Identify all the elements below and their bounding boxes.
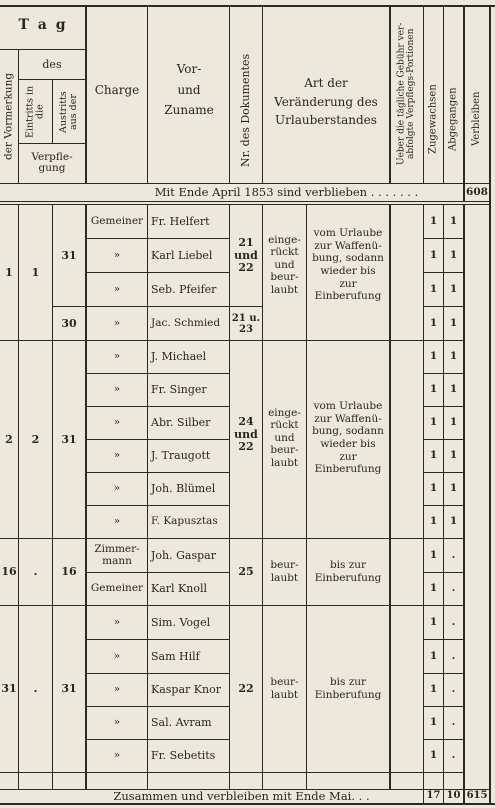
row-charge: » [113, 248, 121, 261]
row-name: Fr. Helfert [151, 214, 210, 228]
row-charge: » [113, 482, 121, 495]
row-zugewachsen: 1 [429, 548, 438, 561]
body-rule-389 [389, 205, 391, 790]
header-art-der-veraenderung: Art der Veränderung des Urlauberstandes [274, 76, 378, 128]
body-rule-463 [463, 205, 465, 803]
row-charge: » [113, 316, 121, 329]
g3-vormerkung: 16 [1, 565, 17, 579]
row-abgegangen: . [451, 716, 456, 729]
g4-dokument: 22 [238, 682, 254, 696]
row-zugewachsen: 1 [429, 248, 438, 261]
header-verpflegung: Verpfle-gung [31, 150, 73, 174]
g4-eintritt: . [33, 682, 38, 696]
row-name: Sam Hilf [151, 649, 200, 663]
row-name: Fr. Singer [151, 383, 207, 397]
row-rule-17 [0, 772, 463, 773]
row-charge: Zimmer-mann [94, 543, 140, 567]
g4-austritt: 31 [61, 682, 77, 696]
row-abgegangen: 1 [449, 383, 458, 396]
frame-bottom [0, 803, 495, 805]
g3-austritt: 16 [61, 565, 77, 579]
row-name: Sal. Avram [151, 716, 212, 730]
row-abgegangen: . [451, 649, 456, 662]
rule-under-tag [0, 49, 86, 50]
row-charge: » [113, 383, 121, 396]
header-tag: T a g [18, 16, 68, 33]
g1-vormerkung: 1 [5, 265, 13, 279]
row-charge: » [113, 449, 121, 462]
g2-art-b: vom Urlaube zur Waffenü-bung, sodann wieder bis zur Einberufung [312, 400, 384, 476]
row-charge: Gemeiner [90, 214, 144, 227]
g1-dokument-a: 21 und 22 [234, 236, 258, 275]
g4-vormerkung: 31 [1, 682, 17, 696]
row-abgegangen: 1 [449, 482, 458, 495]
summary-april-dots: . . . . . . . [370, 185, 419, 200]
header-der-vormerkung: der Vormerkung [2, 72, 15, 160]
row-zugewachsen: 1 [429, 282, 438, 295]
footer-abgegangen: 10 [446, 790, 461, 802]
row-zugewachsen: 1 [429, 749, 438, 762]
row-zugewachsen: 1 [429, 449, 438, 462]
summary-april-label: Mit Ende April 1853 sind verblieben [154, 185, 368, 200]
row-charge: » [113, 615, 121, 628]
row-zugewachsen: 1 [429, 683, 438, 696]
g2-austritt: 31 [61, 432, 77, 446]
row-name: Abr. Silber [151, 416, 211, 430]
row-name: J. Traugott [151, 449, 211, 463]
g3-eintritt: . [33, 565, 38, 579]
header-des: des [42, 58, 62, 72]
header-abgegangen: Abgegangen [447, 87, 459, 151]
row-charge: » [113, 515, 121, 528]
row-abgegangen: . [451, 749, 456, 762]
header-zugewachsen: Zugewachsen [427, 84, 439, 154]
row-name: J. Michael [151, 350, 207, 364]
row-abgegangen: 1 [449, 449, 458, 462]
row-zugewachsen: 1 [429, 350, 438, 363]
header-charge: Charge [94, 82, 140, 97]
row-zugewachsen: 1 [429, 615, 438, 628]
row-name: Karl Knoll [151, 582, 208, 596]
row-zugewachsen: 1 [429, 482, 438, 495]
g1-austritt-a: 31 [61, 248, 77, 262]
g2-dokument: 24 und 22 [234, 415, 258, 454]
row-abgegangen: . [451, 615, 456, 628]
g1-eintritt: 1 [31, 265, 40, 279]
row-zugewachsen: 1 [429, 383, 438, 396]
header-verbleiben: Verbleiben [470, 91, 482, 147]
row-zugewachsen: 1 [429, 214, 438, 227]
body-rule-147 [147, 205, 148, 790]
g2-eintritt: 2 [31, 432, 40, 446]
header-nr-dokumentes: Nr. des Dokumentes [239, 53, 253, 167]
row-abgegangen: 1 [449, 248, 458, 261]
row-name: Karl Liebel [151, 248, 213, 262]
row-name: Fr. Sebetits [151, 749, 216, 763]
header-vor-und-zuname: Vor- und Zuname [164, 62, 214, 118]
rule-under-eintritt [18, 143, 86, 144]
row-abgegangen: 1 [449, 515, 458, 528]
footer-verbleiben: 615 [466, 790, 488, 802]
row-charge: Gemeiner [90, 582, 144, 595]
footer-text [60, 790, 423, 803]
header-austritts: Austritts aus der [58, 91, 79, 133]
summary-april-value: 608 [466, 185, 488, 198]
footer-zugewachsen: 17 [426, 790, 441, 802]
summary-april-text [110, 184, 463, 201]
row-name: Sim. Vogel [151, 615, 211, 629]
row-name: Kaspar Knor [151, 683, 221, 697]
row-zugewachsen: 1 [429, 716, 438, 729]
row-name: Joh. Blümel [151, 482, 216, 496]
g1-austritt-b: 30 [61, 316, 77, 330]
row-zugewachsen: 1 [429, 416, 438, 429]
g3-dokument: 25 [238, 565, 254, 579]
footer-dots: . . [358, 789, 370, 804]
row-abgegangen: 1 [449, 282, 458, 295]
row-charge: » [113, 350, 121, 363]
row-abgegangen: 1 [449, 316, 458, 329]
row-abgegangen: 1 [449, 350, 458, 363]
row-name: Joh. Gaspar [151, 548, 216, 562]
row-abgegangen: . [451, 683, 456, 696]
g3-art-a: beur-laubt [270, 559, 299, 584]
g1-art-a: einge-rückt und beur-laubt [268, 233, 301, 296]
row-abgegangen: . [451, 548, 456, 561]
col-rule-147 [147, 5, 148, 183]
row-name: Seb. Pfeifer [151, 282, 217, 296]
row-charge: » [113, 282, 121, 295]
frame-right [489, 5, 491, 805]
row-zugewachsen: 1 [429, 582, 438, 595]
g2-art-a: einge-rückt und beur-laubt [268, 406, 301, 469]
col-rule-262 [262, 5, 263, 183]
g4-art-a: beur-laubt [270, 676, 299, 701]
header-eintritts: Eintritts in die [24, 85, 46, 139]
row-charge: » [113, 716, 121, 729]
row-charge: » [113, 749, 121, 762]
row-name: Jac. Schmied [151, 316, 221, 329]
rule-summary-bottom-a [0, 201, 491, 202]
row-name: F. Kapusztas [151, 515, 218, 528]
g4-art-b: bis zur Einberufung [314, 676, 382, 701]
row-abgegangen: . [451, 582, 456, 595]
g1-dokument-b: 21 u. 23 [231, 312, 261, 335]
row-abgegangen: 1 [449, 214, 458, 227]
row-zugewachsen: 1 [429, 316, 438, 329]
g2-vormerkung: 2 [5, 432, 13, 446]
row-zugewachsen: 1 [429, 649, 438, 662]
row-charge: » [113, 649, 121, 662]
row-abgegangen: 1 [449, 416, 458, 429]
header-gebuehr: Ueber die tägliche Gebühr ver-abfolgte Verpflegs-Portionen [396, 22, 416, 166]
g3-art-b: bis zur Einberufung [314, 559, 382, 584]
row-charge: » [113, 683, 121, 696]
footer-label: Zusammen und verbleiben mit Ende Mai. [113, 789, 356, 804]
g1-art-b: vom Urlaube zur Waffenü-bung, sodann wieder bis zur Einberufung [312, 227, 384, 303]
row-charge: » [113, 416, 121, 429]
row-zugewachsen: 1 [429, 515, 438, 528]
